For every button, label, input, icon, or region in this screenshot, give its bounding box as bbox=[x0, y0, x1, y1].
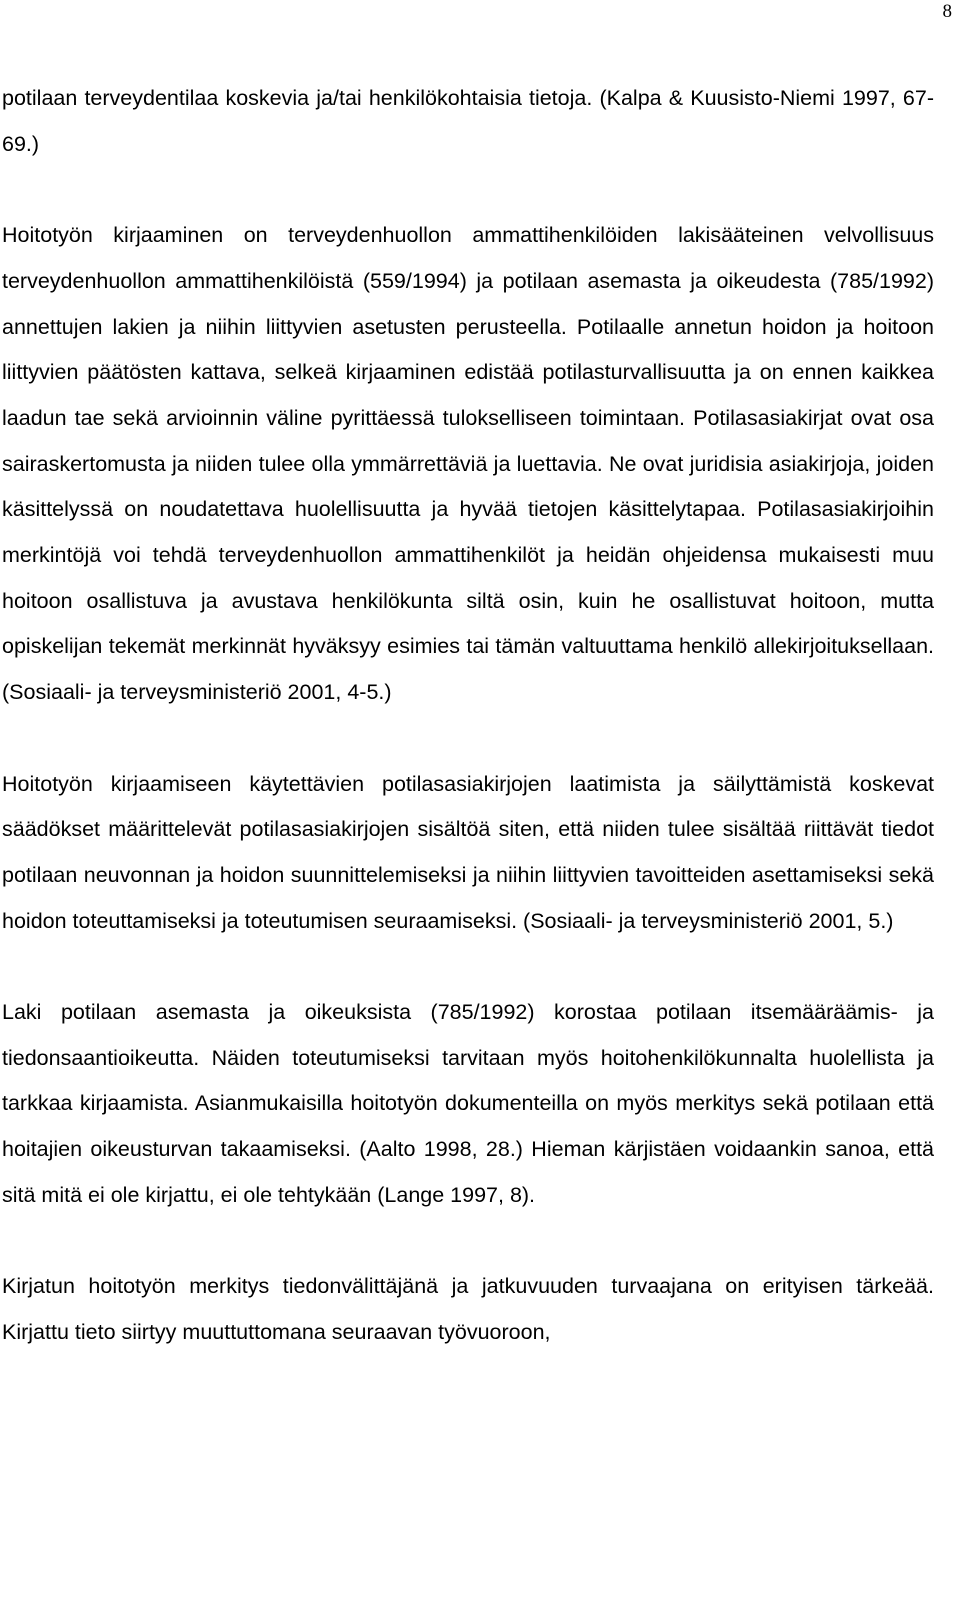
paragraph-3: Hoitotyön kirjaamiseen käytettävien potilasasiakirjojen laatimista ja säilyttämistä koskevat säädökset määrittelevät potilasasiakirjojen sisältöä siten, että niiden tulee sisältää riittävät tiedot potilaan neuvonnan ja hoidon suunnittelemiseksi ja niihin liittyvien tavoitteiden asettamiseksi sekä hoidon toteuttamiseksi ja toteutumisen seuraamiseksi. (Sosiaali- ja terveysministeriö 2001, 5.) bbox=[2, 771, 934, 933]
paragraph-2: Hoitotyön kirjaaminen on terveydenhuollon ammattihenkilöiden lakisääteinen velvollisuus terveydenhuollon ammattihenkilöistä (559/1994) ja potilaan asemasta ja oikeudesta (785/1992) annettujen lakien ja niihin liittyvien asetusten perusteella. Potilaalle annetun hoidon ja hoitoon liittyvien päätösten kattava, selkeä kirjaaminen edistää potilasturvallisuutta ja on ennen kaikkea laadun tae sekä arvioinnin väline pyrittäessä tulokselliseen toimintaan. Potilasasiakirjat ovat osa sairaskertomusta ja niiden tulee olla ymmärrettäviä ja luettavia. Ne ovat juridisia asiakirjoja, joiden käsittelyssä on noudatettava huolellisuutta ja hyvää tietojen käsittelytapaa. Potilasasiakirjoihin merkintöjä voi tehdä terveydenhuollon ammattihenkilöt ja heidän ohjeidensa mukaisesti muu hoitoon osallistuva ja avustava henkilökunta siltä osin, kuin he osallistuvat hoitoon, mutta opiskelijan tekemät merkinnät hyväksyy esimies tai tämän valtuuttama henkilö allekirjoituksellaan. (Sosiaali- ja terveysministeriö 2001, 4-5.) bbox=[2, 223, 934, 705]
paragraph-1: potilaan terveydentilaa koskevia ja/tai henkilökohtaisia tietoja. (Kalpa & Kuusisto-Niemi 1997, 67-69.) bbox=[2, 86, 934, 156]
paragraph-4: Laki potilaan asemasta ja oikeuksista (785/1992) korostaa potilaan itsemääräämis- ja tiedonsaantioikeutta. Näiden toteutumiseksi tarvitaan myös hoitohenkilökunnalta huolellista ja tarkkaa kirjaamista. Asianmukaisilla hoitotyön dokumenteilla on myös merkitys sekä potilaan että hoitajien oikeusturvan takaamiseksi. (Aalto 1998, 28.) Hieman kärjistäen voidaankin sanoa, että sitä mitä ei ole kirjattu, ei ole tehtykään (Lange 1997, 8). bbox=[2, 1000, 934, 1207]
paragraph-5: Kirjatun hoitotyön merkitys tiedonvälittäjänä ja jatkuvuuden turvaajana on erityisen tärkeää. Kirjattu tieto siirtyy muuttuttomana seuraavan työvuoroon, bbox=[2, 1274, 934, 1344]
page-number: 8 bbox=[942, 1, 952, 22]
body-text bbox=[2, 76, 934, 1401]
